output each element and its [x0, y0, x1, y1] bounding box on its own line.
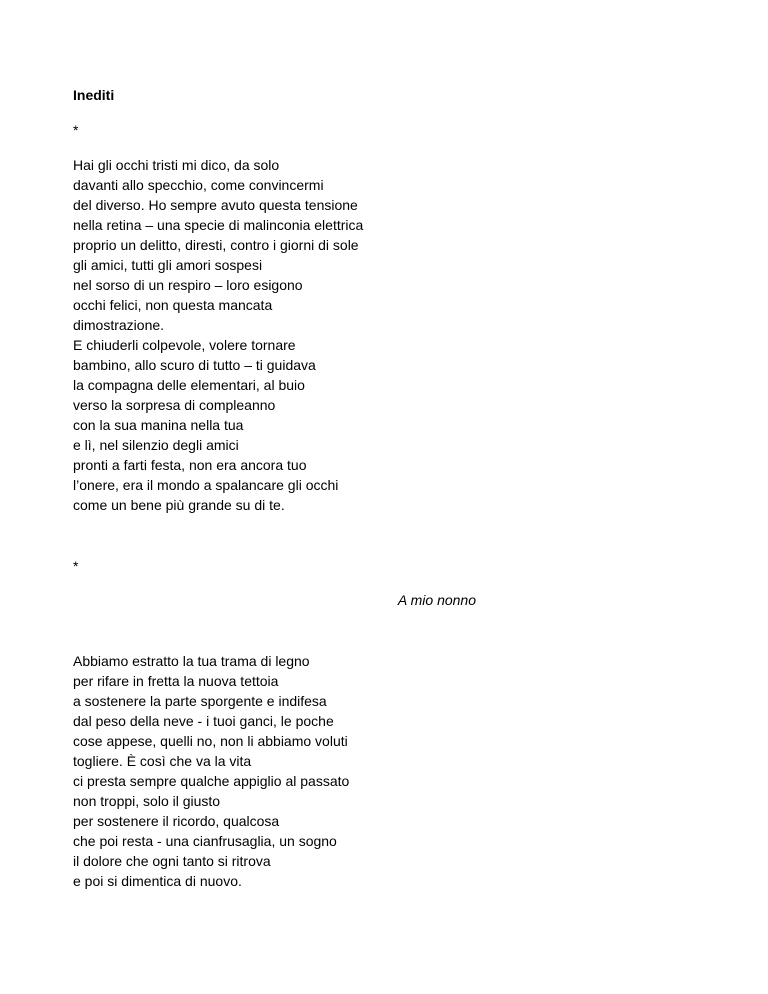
poem-line: E chiuderli colpevole, volere tornare — [73, 337, 296, 353]
poem-line: davanti allo specchio, come convincermi — [73, 177, 324, 193]
poem-line: la compagna delle elementari, al buio — [73, 377, 305, 393]
poem-line: non troppi, solo il giusto — [73, 793, 221, 809]
poem-line: Hai gli occhi tristi mi dico, da solo — [73, 157, 280, 173]
document-title: Inediti — [73, 87, 115, 103]
poem-line: e lì, nel silenzio degli amici — [73, 437, 239, 453]
poem-line: togliere. È così che va la vita — [73, 753, 252, 769]
poem-line: per rifare in fretta la nuova tettoia — [73, 673, 279, 689]
poem-line: a sostenere la parte sporgente e indifesa — [73, 693, 327, 709]
poem-line: per sostenere il ricordo, qualcosa — [73, 813, 280, 829]
poem-line: occhi felici, non questa mancata — [73, 297, 273, 313]
poem-line: ci presta sempre qualche appiglio al passato — [73, 773, 350, 789]
poem-line: nella retina – una specie di malinconia elettrica — [73, 217, 364, 233]
poem-line: Abbiamo estratto la tua trama di legno — [73, 653, 310, 669]
poem-1-marker: * — [73, 122, 79, 138]
poem-2-marker: * — [73, 558, 79, 574]
poem-line: cose appese, quelli no, non li abbiamo voluti — [73, 733, 348, 749]
poem-line: pronti a farti festa, non era ancora tuo — [73, 457, 307, 473]
poem-line: e poi si dimentica di nuovo. — [73, 873, 242, 889]
poem-1 — [73, 155, 673, 515]
poem-line: dal peso della neve - i tuoi ganci, le poche — [73, 713, 334, 729]
poem-2 — [73, 651, 673, 891]
poem-2-dedication: A mio nonno — [397, 592, 476, 608]
poem-line: proprio un delitto, diresti, contro i giorni di sole — [73, 237, 359, 253]
poem-line: il dolore che ogni tanto si ritrova — [73, 853, 271, 869]
poem-line: gli amici, tutti gli amori sospesi — [73, 257, 263, 273]
poem-line: che poi resta - una cianfrusaglia, un sogno — [73, 833, 337, 849]
poem-line: del diverso. Ho sempre avuto questa tensione — [73, 197, 358, 213]
poem-line: come un bene più grande su di te. — [73, 497, 285, 513]
poem-line: verso la sorpresa di compleanno — [73, 397, 276, 413]
poem-line: con la sua manina nella tua — [73, 417, 244, 433]
poem-line: l’onere, era il mondo a spalancare gli occhi — [73, 477, 339, 493]
poem-line: bambino, allo scuro di tutto – ti guidava — [73, 357, 316, 373]
poem-line: nel sorso di un respiro – loro esigono — [73, 277, 303, 293]
poem-line: dimostrazione. — [73, 317, 165, 333]
